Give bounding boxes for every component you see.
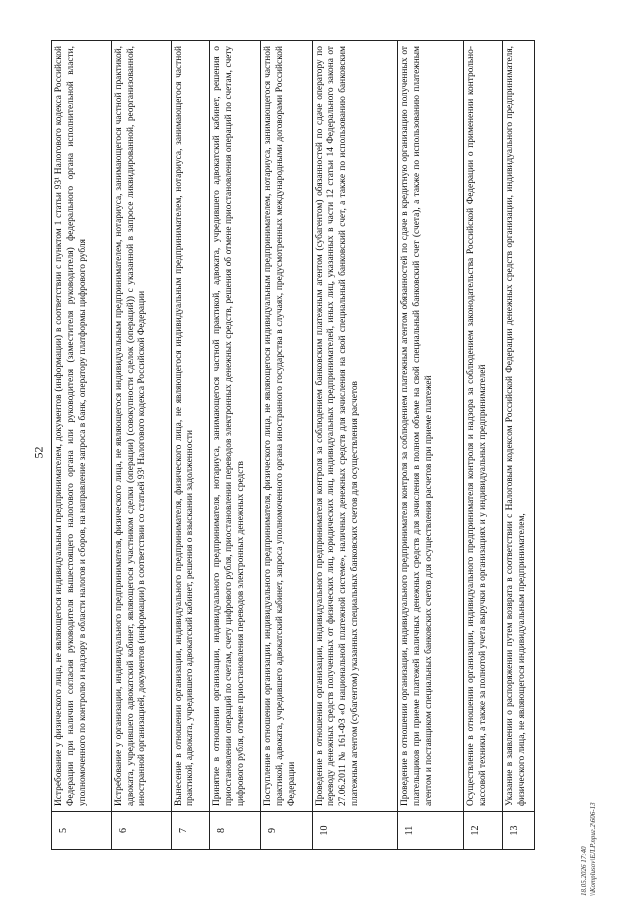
page-number-text: 52 (31, 446, 46, 458)
row-description: Вынесение в отношении организации, индивидуального предпринимателя, физического лица, не являющегося индивидуальным предпринимателем, нотариуса, занимающегося частной практикой, адвоката, учредившего адвокатский кабинет, решения о взыскании задолженности (171, 41, 209, 812)
table-frame (51, 40, 535, 850)
row-number: 5 (52, 812, 112, 850)
row-number: 10 (312, 812, 397, 850)
row-number: 13 (502, 812, 534, 850)
footer-rotated (580, 800, 620, 896)
table-row (171, 41, 209, 850)
row-description: Принятие в отношении организации, индивидуального предпринимателя, нотариуса, занимающегося частной практикой, адвоката, учредившего адвокатский кабинет, решения о приостановлении операций по счетам, счету цифрового рубля, приостановлении переводов электронных денежных средств, решения об отмене приостановления операций по счетам, счету цифрового рубля, отмене приостановления переводов электронных денежных средств (210, 41, 261, 812)
row-description: Осуществление в отношении организации, индивидуального предпринимателя контроля и надзора за соблюдением законодательства Российской Федерации о применении контрольно-кассовой техники, а также за полнотой учета выручки в организациях и у индивидуальных предпринимателей (464, 41, 502, 812)
row-description: Проведение в отношении организации, индивидуального предпринимателя контроля за соблюдением платежным агентом обязанностей по сдаче в кредитную организацию полученных от плательщиков при приеме платежей наличных денежных средств для зачисления в полном объеме на свой специальный банковский счет (счета), а также по использованию платежным агентом и поставщиком специальных банковских счетов для осуществления расчетов при приеме платежей (398, 41, 464, 812)
table-row (210, 41, 261, 850)
row-number: 8 (210, 812, 261, 850)
row-number: 11 (398, 812, 464, 850)
row-description: Истребование у физического лица, не являющегося индивидуальным предпринимателем, документов (информации) в соответствии с пунктом 1 статьи 93¹ Налогового кодекса Российской Федерации при наличии согласия руководителя вышестоящего налогового органа или руководителя (заместителя руководителя) федерального органа исполнительной власти, уполномоченного по контролю и надзору в области налогов и сборов, на направление запроса в банк, оператору платформы цифрового рубля (52, 41, 112, 812)
row-description: Указание в заявлении о распоряжении путем возврата в соответствии с Налоговым кодексом Российской Федерации денежных средств организации, индивидуального предпринимателя, физического лица, не являющегося индивидуальным предпринимателем, (502, 41, 534, 812)
rotated-table-container (51, 40, 535, 850)
table-row (464, 41, 502, 850)
table-row (261, 41, 312, 850)
table-row (312, 41, 397, 850)
table-row (502, 41, 534, 850)
procedures-table (51, 40, 535, 850)
row-number: 12 (464, 812, 502, 850)
document-footer (580, 800, 620, 896)
row-number: 9 (261, 812, 312, 850)
footer-path: \\Komplusov\ЕЛ.Р.приг.2\606-13 (589, 802, 598, 896)
row-description: Проведение в отношении организации, индивидуального предпринимателя контроля за соблюдением банковским платежным агентом (субагентом) обязанностей по сдаче оператору по переводу денежных средств полученных от физических лиц, юридических лиц, индивидуальных предпринимателей, иных лиц, указанных в части 12 статьи 14 Федерального закона от 27.06.2011 № 161-ФЗ «О национальной платежной системе», наличных денежных средств для зачисления на свой специальный банковский счет, а также по использованию банковским платежным агентом (субагентом) указанных специальных банковских счетов для осуществления расчетов (312, 41, 397, 812)
table-row (398, 41, 464, 850)
row-description: Поступление в отношении организации, индивидуального предпринимателя, физического лица, не являющегося индивидуальным предпринимателем, нотариуса, занимающегося частной практикой, адвоката, учредившего адвокатский кабинет, запроса уполномоченного органа иностранного государства в случаях, предусмотренных международными договорами Российской Федерации (261, 41, 312, 812)
table-row (52, 41, 112, 850)
row-number: 7 (171, 812, 209, 850)
row-description: Истребование у организации, индивидуального предпринимателя, физического лица, не являющегося индивидуальным предпринимателем, нотариуса, занимающегося частной практикой, адвоката, учредившего адвокатский кабинет, являющегося участником сделки (операции) (совокупности сделок (операций)) с указанной в запросе ликвидированной, реорганизованной, иностранной организацией, документов (информации) в соответствии со статьей 93¹ Налогового кодекса Российской Федерации (111, 41, 171, 812)
page-number (30, 438, 48, 466)
footer-timestamp: 18.05.2026 17:40 (580, 846, 588, 896)
row-number: 6 (111, 812, 171, 850)
table-row (111, 41, 171, 850)
